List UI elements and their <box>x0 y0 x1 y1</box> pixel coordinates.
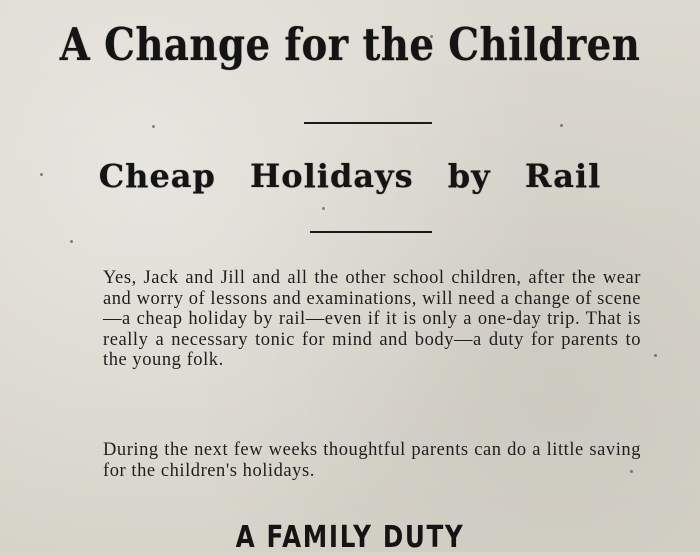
print-speck <box>152 125 155 128</box>
print-speck <box>70 240 73 243</box>
article-paragraph: During the next few weeks thoughtful parents can do a little saving for the children's holidays. <box>103 440 641 481</box>
section-heading: A FAMILY DUTY <box>235 520 465 555</box>
print-speck <box>654 354 657 357</box>
article-headline: A Change for the Children <box>59 18 641 71</box>
article-paragraph: Yes, Jack and Jill and all the other school children, after the wear and worry of lessons and examinations, will need a change of scene—a cheap holiday by rail—even if it is only a one-day trip. That is really a necessary tonic for mind and body—a duty for parents to the young folk. <box>103 268 641 370</box>
print-speck <box>322 207 325 210</box>
divider-rule <box>310 231 432 233</box>
divider-rule <box>304 122 432 124</box>
article-subheading: Cheap Holidays by Rail <box>98 157 602 195</box>
print-speck <box>560 124 563 127</box>
